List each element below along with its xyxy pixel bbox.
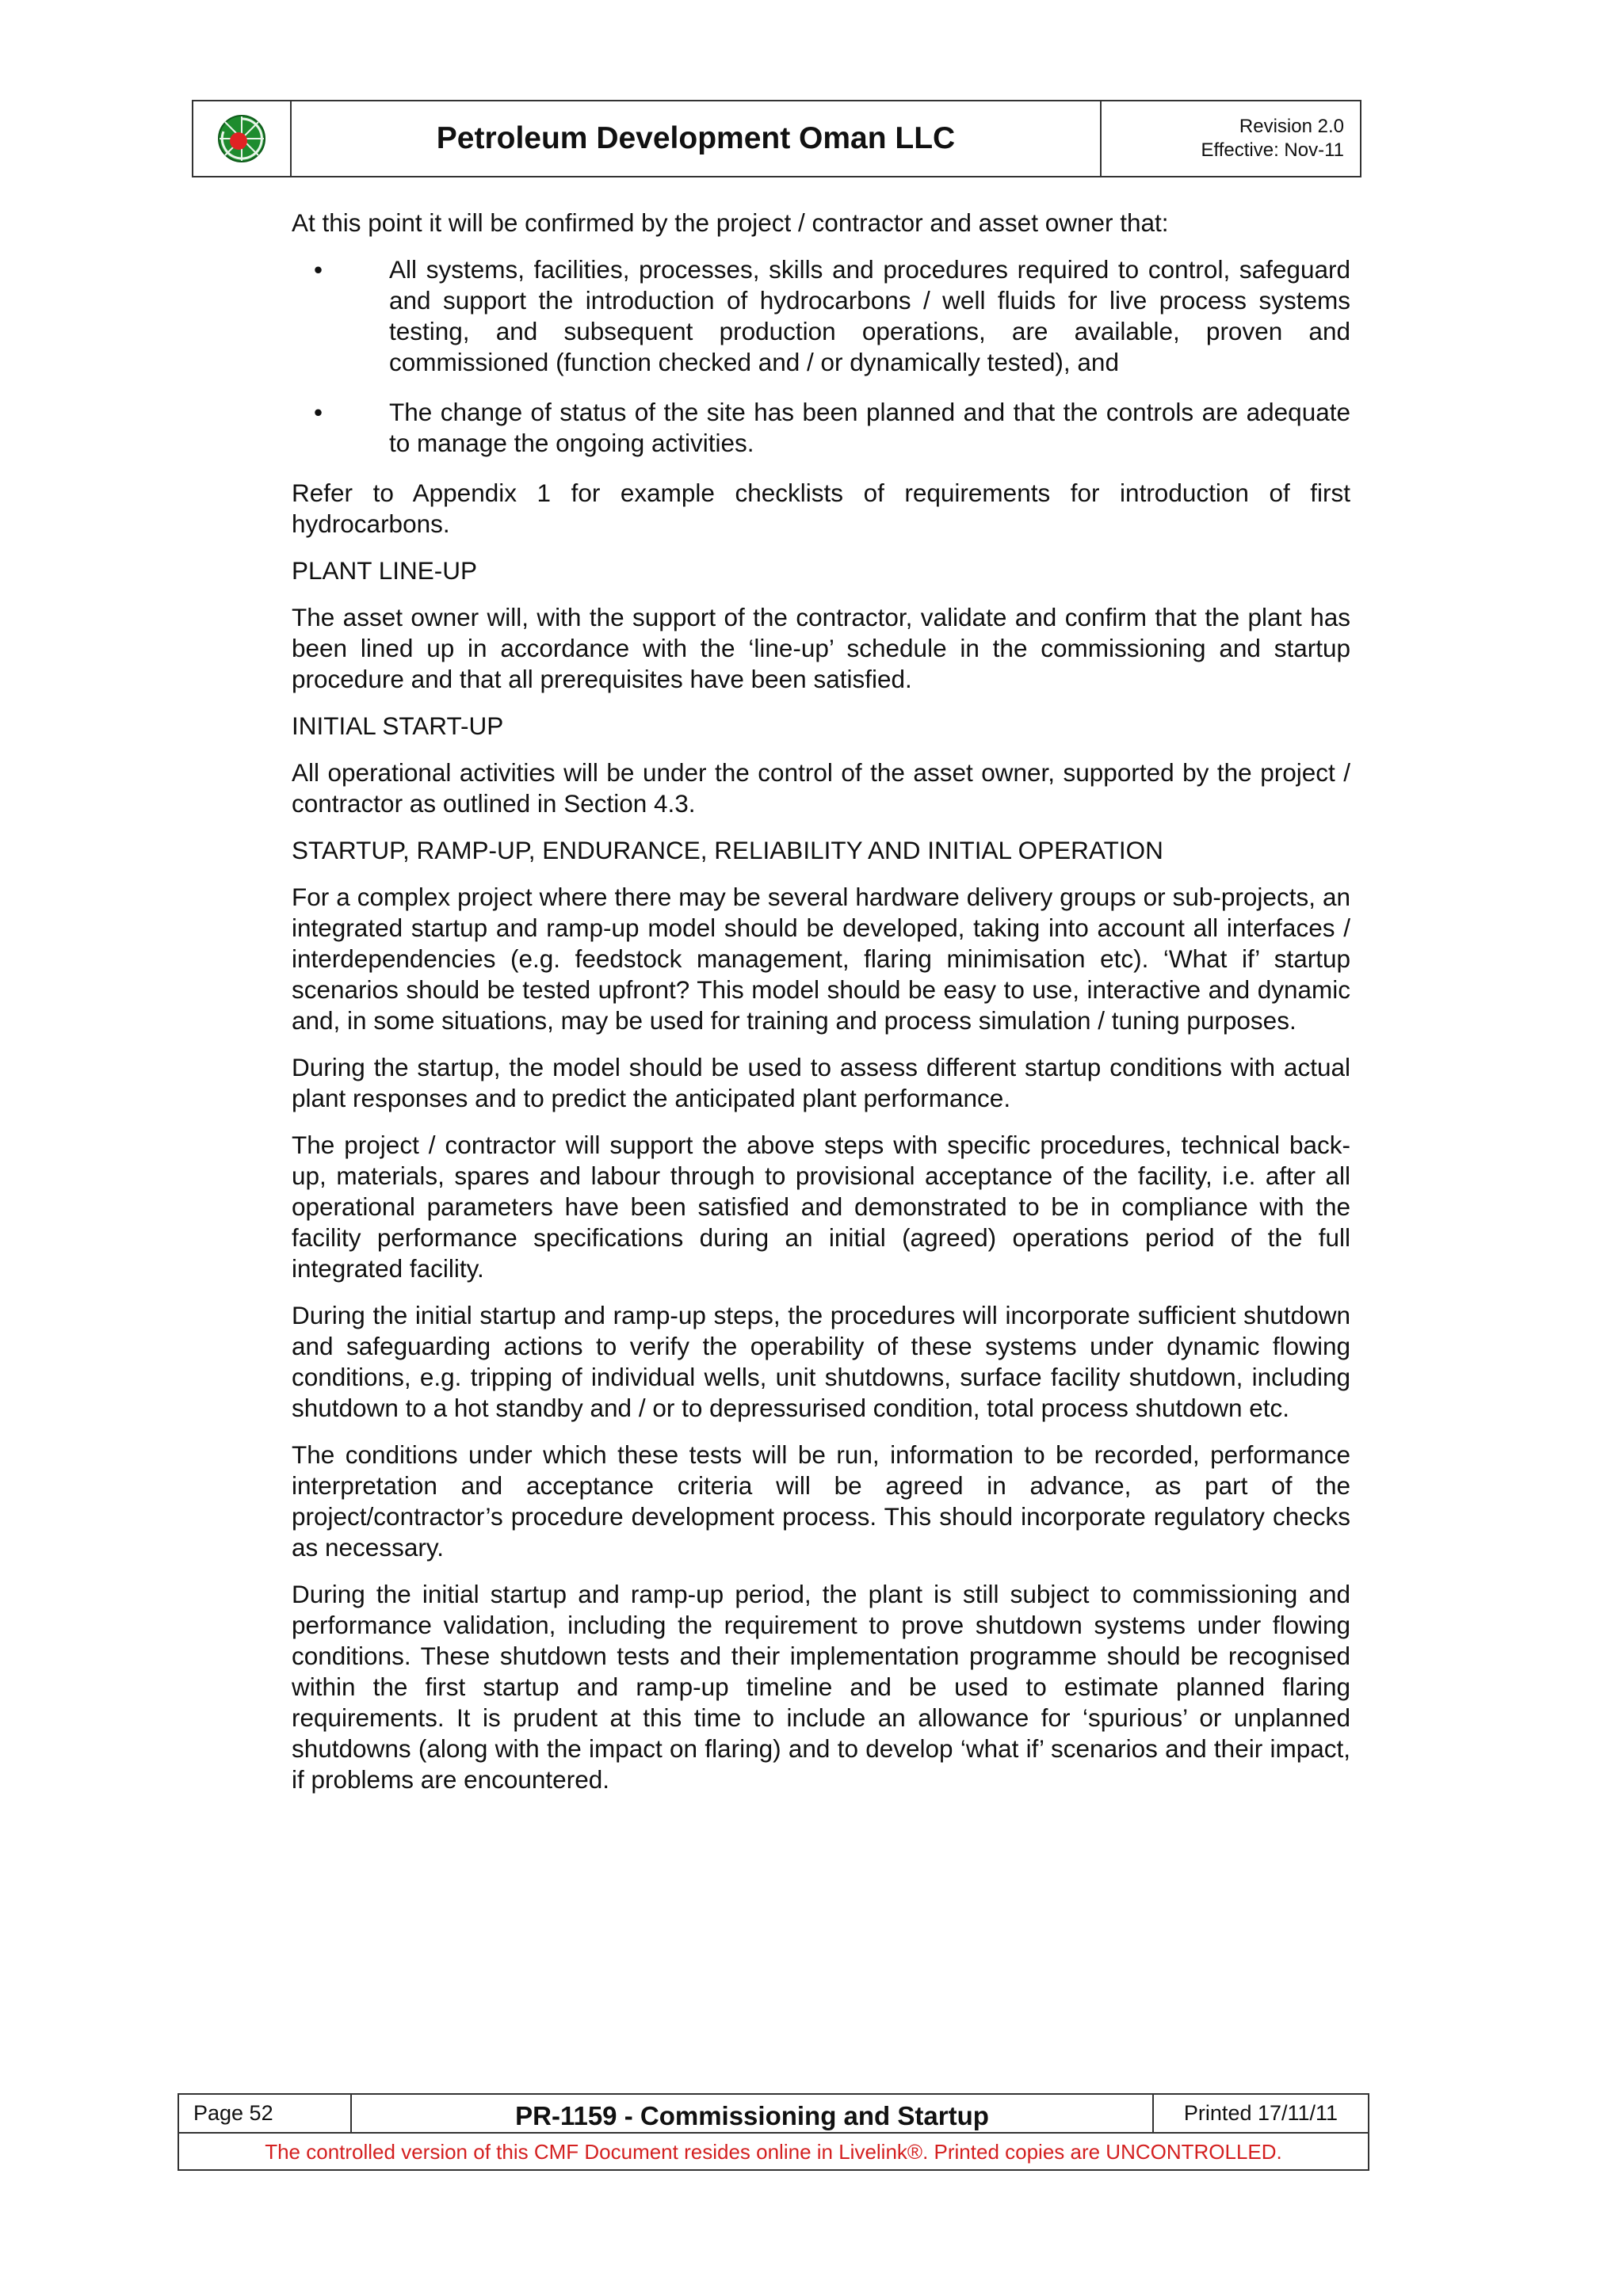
- printed-date: Printed 17/11/11: [1183, 2101, 1338, 2125]
- paragraph-performance-validation: During the initial startup and ramp-up period, the plant is still subject to commissioning and performance validation, including the requirement to prove shutdown systems under flowing conditions. These shutdown tests and their implementation programme should be recognised within the first startup and ramp-up timeline and be used to estimate planned flaring requirements. It is prudent at this time to include an allowance for ‘spurious’ or unplanned shutdowns (along with the impact on flaring) and to develop ‘what if’ scenarios and their impact, if problems are encountered.: [292, 1580, 1350, 1794]
- paragraph-startup-model: For a complex project where there may be several hardware delivery groups or sub-projects, an integrated startup and ramp-up model should be developed, taking into account all interfaces / interdependencies (e.g. feedstock management, flaring minimisation etc). ‘What if’ startup scenarios should be tested upfront? This model should be easy to use, interactive and dynamic and, in some situations, may be used for training and process simulation / tuning purposes.: [292, 883, 1350, 1035]
- appendix-reference-paragraph: Refer to Appendix 1 for example checklists of requirements for introduction of first hydrocarbons.: [292, 479, 1350, 538]
- heading-startup-ramp-up: STARTUP, RAMP-UP, ENDURANCE, RELIABILITY AND INITIAL OPERATION: [292, 836, 1163, 864]
- paragraph-shutdown-actions: During the initial startup and ramp-up steps, the procedures will incorporate sufficient shutdown and safeguarding actions to verify the operability of these systems under dynamic flowing conditions, e.g. tripping of individual wells, unit shutdowns, surface facility shutdown, including shutdown to a hot standby and / or to depressurised condition, total process shutdown etc.: [292, 1301, 1350, 1422]
- paragraph-contractor-support: The project / contractor will support the above steps with specific procedures, technical back-up, materials, spares and labour through to provisional acceptance of the facility, i.e. after all operational parameters have been satisfied and demonstrated to be in compliance with the facility performance specifications during an initial (agreed) operations period of the full integrated facility.: [292, 1131, 1350, 1283]
- intro-paragraph: At this point it will be confirmed by the project / contractor and asset owner that:: [292, 208, 1169, 237]
- paragraph-model-use: During the startup, the model should be used to assess different startup conditions with actual plant responses and to predict the anticipated plant performance.: [292, 1053, 1350, 1112]
- page-footer: [178, 2093, 1369, 2171]
- revision-block: [1102, 101, 1360, 176]
- paragraph-test-conditions: The conditions under which these tests will be run, information to be recorded, performance interpretation and acceptance criteria will be agreed in advance, as part of the project/contractor’s procedure development process. This should incorporate regulatory checks as necessary.: [292, 1440, 1350, 1562]
- list-item-text: All systems, facilities, processes, skills and procedures required to control, safeguard and support the introduction of hydrocarbons / well fluids for live process systems testing, and subsequent production operations, are available, proven and commissioned (function checked and / or dynamically tested), and: [389, 255, 1350, 376]
- heading-plant-line-up: PLANT LINE-UP: [292, 556, 477, 585]
- footer-row: [179, 2095, 1368, 2134]
- company-name: Petroleum Development Oman LLC: [292, 101, 1102, 176]
- bullet-icon: •: [314, 398, 323, 426]
- effective-date: Effective: Nov-11: [1201, 139, 1344, 161]
- document-title: PR-1159 - Commissioning and Startup: [352, 2095, 1154, 2132]
- list-item: [292, 254, 1350, 378]
- logo-cell: [193, 101, 292, 176]
- plant-line-up-paragraph: The asset owner will, with the support of the contractor, validate and confirm that the plant has been lined up in accordance with the ‘line-up’ schedule in the commissioning and startup procedure and that all prerequisites have been satisfied.: [292, 603, 1350, 693]
- confirmation-list: [292, 254, 1350, 459]
- document-body: [292, 208, 1350, 1811]
- revision-label: Revision 2.0: [1239, 116, 1344, 137]
- initial-start-up-paragraph: All operational activities will be under the control of the asset owner, supported by the project / contractor as outlined in Section 4.3.: [292, 758, 1350, 818]
- list-item-text: The change of status of the site has been planned and that the controls are adequate to manage the ongoing activities.: [389, 398, 1350, 457]
- uncontrolled-notice: The controlled version of this CMF Document resides online in Livelink®. Printed copies are UNCONTROLLED.: [265, 2140, 1282, 2164]
- heading-initial-start-up: INITIAL START-UP: [292, 711, 504, 740]
- bullet-icon: •: [314, 255, 323, 284]
- list-item: [292, 397, 1350, 459]
- page-number: Page 52: [179, 2095, 352, 2132]
- page-header: [192, 100, 1361, 177]
- pdo-logo-icon: [217, 114, 266, 163]
